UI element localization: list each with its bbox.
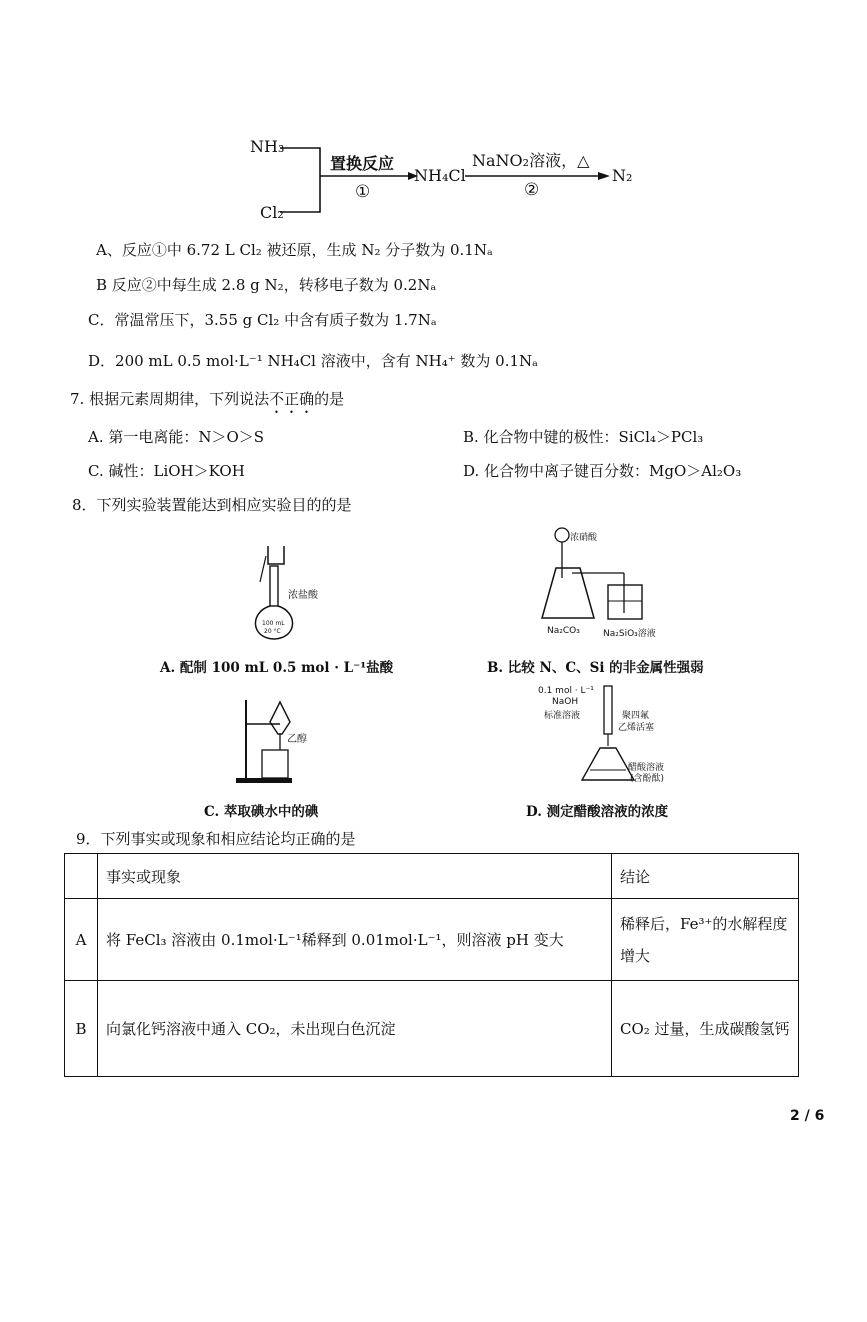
table-cell-conclusion: 稀释后，Fe³⁺的水解程度增大 bbox=[612, 899, 799, 981]
scheme-intermediate: NH₄Cl bbox=[414, 166, 466, 185]
table-row bbox=[65, 854, 799, 899]
apparatus-a-label: 浓盐酸 bbox=[288, 590, 318, 601]
table-cell-fact: 将 FeCl₃ 溶液由 0.1mol·L⁻¹稀释到 0.01mol·L⁻¹，则溶液 pH 变大 bbox=[98, 899, 612, 981]
q8-caption-a: A. 配制 100 mL 0.5 mol · L⁻¹盐酸 bbox=[160, 660, 394, 676]
table-header-label bbox=[65, 854, 98, 899]
q7-option-c: C. 碱性：LiOH＞KOH bbox=[88, 462, 245, 480]
q6-option-d: D．200 mL 0.5 mol·L⁻¹ NH₄Cl 溶液中，含有 NH₄⁺ 数为 0.1Nₐ bbox=[88, 352, 538, 370]
q8-caption-b: B. 比较 N、C、Si 的非金属性强弱 bbox=[487, 660, 704, 676]
scheme-step2-mark: ② bbox=[524, 180, 540, 200]
scheme-reactant-nh3: NH₃ bbox=[250, 137, 285, 156]
q7-stem-after: 的是 bbox=[314, 390, 345, 408]
q7-stem-emphasis: 不正确 bbox=[269, 390, 315, 408]
page-number: 2 / 6 bbox=[790, 1108, 825, 1124]
q9-table bbox=[64, 853, 799, 1077]
apparatus-d-label2: NaOH bbox=[552, 697, 579, 707]
apparatus-b-label1: 浓硝酸 bbox=[570, 533, 598, 543]
q6-option-a: A、反应①中 6.72 L Cl₂ 被还原，生成 N₂ 分子数为 0.1Nₐ bbox=[96, 241, 493, 259]
table-header-conclusion: 结论 bbox=[612, 854, 799, 899]
apparatus-d-label4: 聚四氟 bbox=[622, 711, 650, 721]
q6-option-c: C．常温常压下，3.55 g Cl₂ 中含有质子数为 1.7Nₐ bbox=[88, 311, 437, 329]
table-header-fact: 事实或现象 bbox=[98, 854, 612, 899]
q7-option-a: A. 第一电离能：N＞O＞S bbox=[88, 428, 265, 446]
table-row bbox=[65, 899, 799, 981]
q8-stem: 8．下列实验装置能达到相应实验目的的是 bbox=[72, 496, 352, 514]
scheme-reactant-cl2: Cl₂ bbox=[260, 203, 284, 222]
table-row bbox=[65, 981, 799, 1077]
scheme-step1-label: 置换反应 bbox=[330, 154, 395, 173]
q8-caption-d: D. 测定醋酸溶液的浓度 bbox=[526, 804, 669, 820]
q9-stem: 9．下列事实或现象和相应结论均正确的是 bbox=[76, 830, 356, 848]
table-cell-label: B bbox=[65, 981, 98, 1077]
apparatus-b-label2: Na₂CO₃ bbox=[547, 626, 580, 636]
q7-option-b: B. 化合物中键的极性：SiCl₄＞PCl₃ bbox=[463, 428, 704, 446]
apparatus-a-flask-text2: 20 °C bbox=[264, 628, 281, 635]
apparatus-b-label3: Na₂SiO₃溶液 bbox=[603, 629, 656, 639]
apparatus-d-label7: (含酚酞) bbox=[630, 774, 665, 784]
scheme-step2-label: NaNO₂溶液，△ bbox=[472, 151, 590, 170]
apparatus-a-flask-text: 100 mL bbox=[262, 620, 285, 627]
apparatus-b-setup bbox=[540, 523, 670, 628]
q7-stem bbox=[70, 388, 344, 417]
q7-stem-before: 7. 根据元素周期律，下列说法 bbox=[70, 390, 270, 408]
table-cell-fact: 向氯化钙溶液中通入 CO₂，未出现白色沉淀 bbox=[98, 981, 612, 1077]
table-cell-conclusion: CO₂ 过量，生成碳酸氢钙 bbox=[612, 981, 799, 1077]
q8-caption-c: C. 萃取碘水中的碘 bbox=[204, 804, 319, 820]
q6-option-b: B 反应②中每生成 2.8 g N₂，转移电子数为 0.2Nₐ bbox=[96, 276, 437, 294]
q7-option-d: D. 化合物中离子键百分数：MgO＞Al₂O₃ bbox=[463, 462, 742, 480]
apparatus-d-label6: 醋酸溶液 bbox=[628, 763, 665, 773]
apparatus-c-label: 乙醇 bbox=[287, 734, 307, 745]
scheme-step1-mark: ① bbox=[355, 182, 371, 202]
apparatus-d-label3: 标准溶液 bbox=[544, 711, 581, 721]
apparatus-d-label5: 乙烯活塞 bbox=[618, 723, 655, 733]
scheme-product: N₂ bbox=[612, 166, 633, 185]
apparatus-d-label1: 0.1 mol · L⁻¹ bbox=[538, 686, 594, 696]
table-cell-label: A bbox=[65, 899, 98, 981]
